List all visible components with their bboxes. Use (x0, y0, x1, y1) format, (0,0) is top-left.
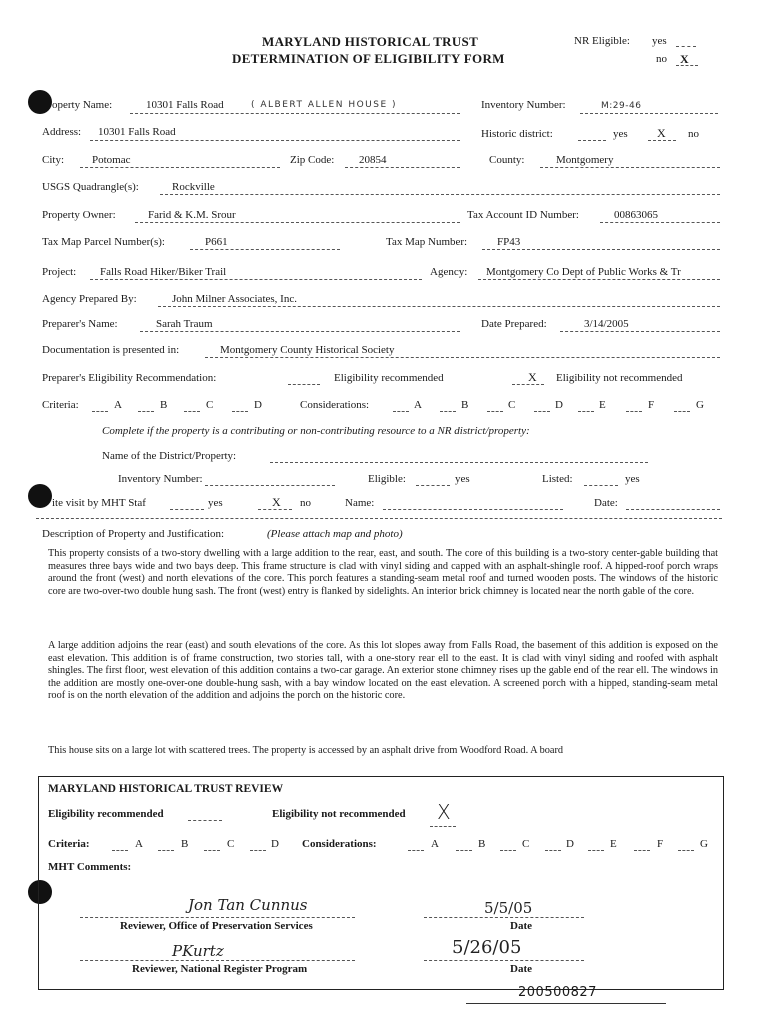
address-value: 10301 Falls Road (98, 126, 176, 138)
punch-hole-top (28, 90, 52, 114)
usgs-value: Rockville (172, 181, 215, 193)
date-prepared-value: 3/14/2005 (584, 318, 629, 330)
tax-map-line (482, 249, 720, 250)
cons-line-g (674, 411, 690, 412)
cons-line-f (626, 411, 642, 412)
usgs-label: USGS Quadrangle(s): (42, 181, 139, 193)
tax-map-label: Tax Map Number: (386, 236, 468, 248)
review-criteria-d: D (271, 838, 279, 850)
hd-no: no (688, 128, 699, 140)
nr-yes-line (676, 46, 696, 47)
tax-account-line (600, 222, 720, 223)
review-elig-not-rec: Eligibility not recommended (272, 808, 406, 820)
review-elig-rec-line (188, 820, 222, 821)
rcons-line-d (545, 850, 561, 851)
date2-line (424, 960, 584, 961)
district-name-line (270, 462, 648, 463)
considerations-b: B (461, 399, 469, 411)
historic-district-label: Historic district: (481, 128, 553, 140)
sv-no-line (258, 509, 292, 510)
hd-yes-line (578, 140, 606, 141)
property-name-line (130, 113, 460, 114)
county-label: County: (489, 154, 525, 166)
description-paragraph-2: A large addition adjoins the rear (east) and south elevations of the core. As this lot slopes away from Falls Road, the basement of this addition is exposed on the east elevation. This addition is of frame construction, two stories tall, with a one-story rear ell to the east. It is clad with vinyl siding and roofed with asphalt shingles. The first floor, west elevation of this addition contains a two-car garage. An exterior stone chimney rises up the gable end of the rear ell. The windows in the addition are mostly one-over-one double-hung sash, with a bay window located on the east elevation. A screened porch with a hipped, standing-seam metal roof is on the north elevation of the addition and adjoins the porch on the historic core. (48, 640, 718, 701)
hd-yes: yes (613, 128, 628, 140)
hd-no-line (648, 140, 676, 141)
sv-yes: yes (208, 497, 223, 509)
considerations-e: E (599, 399, 606, 411)
documentation-value: Montgomery County Historical Society (220, 344, 395, 356)
date-prepared-label: Date Prepared: (481, 318, 547, 330)
zip-line (345, 167, 460, 168)
reviewer1-line (80, 917, 355, 918)
reviewer2-signature: PKurtz (172, 942, 224, 960)
cons-line-b (440, 411, 456, 412)
review-cons-a: A (431, 838, 439, 850)
project-line (90, 279, 422, 280)
criteria-a: A (114, 399, 122, 411)
nr-no-line (676, 65, 698, 66)
criteria-c: C (206, 399, 214, 411)
sv-yes-line (170, 509, 204, 510)
punch-hole-middle (28, 484, 52, 508)
rc-line-d (250, 850, 266, 851)
property-name-handwritten: ( ALBERT ALLEN HOUSE ) (251, 100, 398, 110)
considerations-c: C (508, 399, 516, 411)
tax-account-value: 00863065 (614, 209, 658, 221)
parcel-label: Tax Map Parcel Number(s): (42, 236, 165, 248)
review-not-rec-line (430, 826, 456, 827)
section-divider (36, 518, 722, 519)
review-cons-b: B (478, 838, 486, 850)
reviewer2-line (80, 960, 355, 961)
listed-yes: yes (625, 473, 640, 485)
rcons-line-c (500, 850, 516, 851)
eligible-line (416, 485, 450, 486)
inventory-number-line (580, 113, 718, 114)
city-label: City: (42, 154, 65, 166)
name-label: Name: (345, 497, 375, 509)
rc-line-c (204, 850, 220, 851)
date2-label: Date (510, 963, 532, 975)
criteria-label: Criteria: (42, 399, 79, 411)
owner-line (135, 222, 460, 223)
date1-line (424, 917, 584, 918)
inv-number-label: Inventory Number: (118, 473, 203, 485)
cons-line-e (578, 411, 594, 412)
owner-value: Farid & K.M. Srour (148, 209, 236, 221)
review-cons-c: C (522, 838, 530, 850)
nr-eligible-label: NR Eligible: (574, 35, 630, 47)
considerations-d: D (555, 399, 563, 411)
description-paragraph-3: This house sits on a large lot with scattered trees. The property is accessed by an asphalt drive from Woodford Road. A board (48, 745, 564, 756)
reviewer2-label: Reviewer, National Register Program (132, 963, 308, 975)
rc-line-a (112, 850, 128, 851)
eligible-yes: yes (455, 473, 470, 485)
documentation-label: Documentation is presented in: (42, 344, 180, 356)
owner-label: Property Owner: (42, 209, 116, 221)
review-title: MARYLAND HISTORICAL TRUST REVIEW (48, 783, 284, 795)
site-visit-label: ite visit by MHT Staf (52, 497, 146, 509)
sv-no: no (300, 497, 311, 509)
reviewer1-label: Reviewer, Office of Preservation Services (120, 920, 313, 932)
project-value: Falls Road Hiker/Biker Trail (100, 266, 227, 278)
preparer-line (140, 331, 460, 332)
rec-line-1 (288, 384, 320, 385)
project-label: Project: (42, 266, 77, 278)
description-paragraph-1: This property consists of a two-story dwelling with a large addition to the rear, east, and south. The core of this building is a two-story center-gable building that measures three bays wide and two bays deep. This frame structure is clad with vinyl siding and capped with an asphalt-shingle roof. A hipped-roof porch wraps around the front (west) and north elevations of the core. This porch features a standing-seam metal roof and turned wooden posts. The windows of the historic core are two-over-two double hung sash. The front (west) entry is flanked by sidelights. An interior brick chimney is located near the north gable of the core. (48, 548, 718, 597)
city-line (80, 167, 280, 168)
crit-line-c (184, 411, 200, 412)
inventory-number-label: Inventory Number: (481, 99, 566, 111)
eligibility-not-recommended: Eligibility not recommended (556, 372, 683, 384)
description-label: Description of Property and Justification: (42, 528, 225, 540)
address-line (90, 140, 460, 141)
reviewer2-date: 5/26/05 (452, 937, 522, 958)
inventory-number-value: M:29-46 (601, 101, 642, 111)
stamp-number: 200500827 (518, 985, 597, 1000)
rec-mark: X (528, 370, 537, 384)
complete-note: Complete if the property is a contributing or non-contributing resource to a NR district/property: (102, 425, 530, 437)
review-criteria-c: C (227, 838, 235, 850)
crit-line-a (92, 411, 108, 412)
considerations-g: G (696, 399, 704, 411)
rc-line-b (158, 850, 174, 851)
nr-eligible-yes: yes (652, 35, 667, 47)
rcons-line-a (408, 850, 424, 851)
nr-eligible-no: no (656, 53, 667, 65)
agency-prepared-line (158, 306, 720, 307)
property-name-label: operty Name: (52, 99, 113, 111)
form-title-line1: MARYLAND HISTORICAL TRUST (262, 34, 479, 49)
listed-line (584, 485, 618, 486)
review-considerations-label: Considerations: (302, 838, 377, 850)
preparer-value: Sarah Traum (156, 318, 213, 330)
recommendation-label: Preparer's Eligibility Recommendation: (42, 372, 217, 384)
district-name-label: Name of the District/Property: (102, 450, 237, 462)
rcons-line-e (588, 850, 604, 851)
stamp-underline (466, 1003, 666, 1004)
cons-line-c (487, 411, 503, 412)
usgs-line (160, 194, 720, 195)
reviewer1-signature: Jon Tan Cunnus (188, 896, 308, 914)
form-title-line2: DETERMINATION OF ELIGIBILITY FORM (232, 51, 505, 66)
criteria-d: D (254, 399, 262, 411)
agency-line (478, 279, 720, 280)
county-line (540, 167, 720, 168)
considerations-f: F (648, 399, 655, 411)
rcons-line-f (634, 850, 650, 851)
name-line (383, 509, 563, 510)
reviewer1-date: 5/5/05 (484, 899, 533, 917)
date-prepared-line (560, 331, 720, 332)
rcons-line-g (678, 850, 694, 851)
nr-no-mark: X (680, 52, 689, 66)
review-criteria-a: A (135, 838, 143, 850)
listed-label: Listed: (542, 473, 573, 485)
zip-label: Zip Code: (290, 154, 335, 166)
hd-mark: X (657, 126, 666, 140)
zip-value: 20854 (359, 154, 387, 166)
review-criteria-b: B (181, 838, 189, 850)
parcel-line (190, 249, 340, 250)
date-line (626, 509, 720, 510)
eligible-label: Eligible: (368, 473, 406, 485)
cons-line-a (393, 411, 409, 412)
review-cons-d: D (566, 838, 574, 850)
date-label: Date: (594, 497, 618, 509)
agency-prepared-label: Agency Prepared By: (42, 293, 137, 305)
tax-map-value: FP43 (497, 236, 521, 248)
preparer-label: Preparer's Name: (42, 318, 118, 330)
crit-line-d (232, 411, 248, 412)
property-name-value: 10301 Falls Road (146, 99, 224, 111)
eligibility-recommended: Eligibility recommended (334, 372, 444, 384)
rec-line-2 (512, 384, 544, 385)
rcons-line-b (456, 850, 472, 851)
considerations-label: Considerations: (300, 399, 370, 411)
considerations-a: A (414, 399, 422, 411)
agency-prepared-value: John Milner Associates, Inc. (172, 293, 297, 305)
description-note: (Please attach map and photo) (267, 528, 403, 540)
crit-line-b (138, 411, 154, 412)
cons-line-d (534, 411, 550, 412)
city-value: Potomac (92, 154, 131, 166)
tax-account-label: Tax Account ID Number: (467, 209, 579, 221)
date1-label: Date (510, 920, 532, 932)
parcel-value: P661 (205, 236, 228, 248)
county-value: Montgomery (556, 154, 614, 166)
review-cons-e: E (610, 838, 617, 850)
review-not-rec-mark: X (437, 800, 451, 824)
sv-mark: X (272, 495, 281, 509)
review-cons-g: G (700, 838, 708, 850)
inv-number-line (205, 485, 335, 486)
review-cons-f: F (657, 838, 664, 850)
address-label: Address: (42, 126, 82, 138)
agency-value: Montgomery Co Dept of Public Works & Tr (486, 266, 681, 278)
criteria-b: B (160, 399, 168, 411)
review-elig-rec: Eligibility recommended (48, 808, 164, 820)
mht-comments-label: MHT Comments: (48, 861, 132, 873)
review-criteria-label: Criteria: (48, 838, 90, 850)
agency-label: Agency: (430, 266, 468, 278)
documentation-line (205, 357, 720, 358)
